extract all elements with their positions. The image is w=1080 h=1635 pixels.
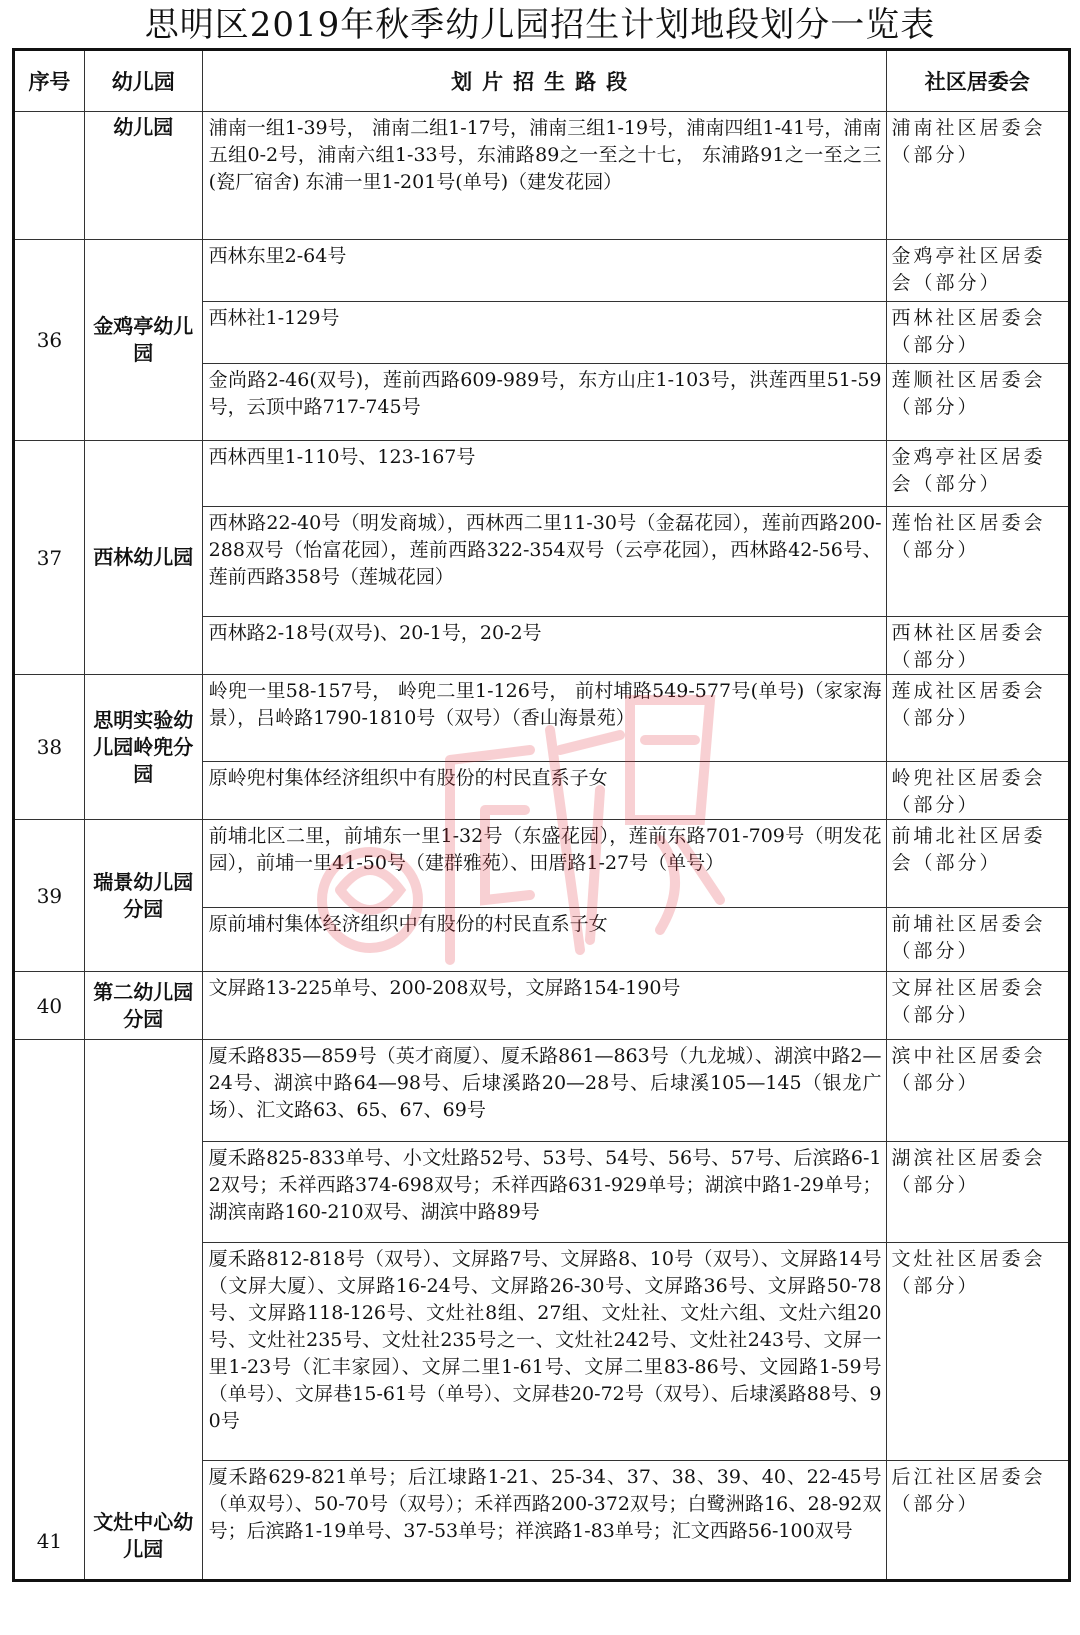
table-row xyxy=(14,675,1070,762)
kindergarten-name: 第二幼儿园分园 xyxy=(84,972,202,1040)
table-row xyxy=(14,240,1070,302)
page-title: 思明区2019年秋季幼儿园招生计划地段划分一览表 xyxy=(144,5,936,45)
kindergarten-name: 西林幼儿园 xyxy=(84,441,202,675)
row-index: 36 xyxy=(14,240,85,441)
route-text: 前埔北区二里，前埔东一里1-32号（东盛花园），莲前东路701-709号（明发花园），前埔一里41-50号（建群雅苑）、田厝路1-27号（单号） xyxy=(202,820,886,908)
committee-text: 西林社区居委会（部分） xyxy=(886,302,1070,364)
committee-text: 金鸡亭社区居委会（部分） xyxy=(886,441,1070,507)
table-row xyxy=(14,112,1070,240)
route-text: 厦禾路825-833单号、小文灶路52号、53号、54号、56号、57号、后滨路6-12双号；禾祥西路374-698双号；禾祥西路631-929单号；湖滨中路1-29单号；湖滨南路160-210双号、湖滨中路89号 xyxy=(202,1142,886,1243)
committee-text: 莲怡社区居委会（部分） xyxy=(886,507,1070,617)
committee-text: 湖滨社区居委会（部分） xyxy=(886,1142,1070,1243)
route-text: 原前埔村集体经济组织中有股份的村民直系子女 xyxy=(202,908,886,972)
route-text: 西林东里2-64号 xyxy=(202,240,886,302)
kindergarten-name: 文灶中心幼儿园 xyxy=(84,1040,202,1581)
route-text: 金尚路2-46(双号)，莲前西路609-989号，东方山庄1-103号，洪莲西里51-59号，云顶中路717-745号 xyxy=(202,364,886,441)
route-text: 文屏路13-225单号、200-208双号，文屏路154-190号 xyxy=(202,972,886,1040)
committee-text: 浦南社区居委会（部分） xyxy=(886,112,1070,240)
route-text: 西林社1-129号 xyxy=(202,302,886,364)
committee-text: 滨中社区居委会（部分） xyxy=(886,1040,1070,1142)
committee-text: 前埔北社区居委会（部分） xyxy=(886,820,1070,908)
header-route: 划片招生路段 xyxy=(202,50,886,112)
route-text: 厦禾路812-818号（双号）、文屏路7号、文屏路8、10号（双号）、文屏路14号（文屏大厦）、文屏路16-24号、文屏路26-30号、文屏路36号、文屏路50-78号、文屏路118-126号、文灶社8组、27组、文灶社、文灶六组、文灶六组20号、文灶社235号、文灶社235号之一、文灶社242号、文灶社243号、文屏一里1-23号（汇丰家园）、文屏二里1-61号、文屏二里83-86号、文园路1-59号（单号）、文屏巷15-61号（单号）、文屏巷20-72号（双号）、后埭溪路88号、90号 xyxy=(202,1243,886,1461)
route-text: 浦南一组1-39号， 浦南二组1-17号，浦南三组1-19号，浦南四组1-41号，浦南五组0-2号，浦南六组1-33号，东浦路89之一至之十七， 东浦路91之一至之三(瓷厂宿舍) 东浦一里1-201号(单号)（建发花园） xyxy=(202,112,886,240)
row-index: 41 xyxy=(14,1040,85,1581)
row-index: 40 xyxy=(14,972,85,1040)
committee-text: 后江社区居委会（部分） xyxy=(886,1461,1070,1581)
committee-text: 文屏社区居委会（部分） xyxy=(886,972,1070,1040)
kindergarten-name: 思明实验幼儿园岭兜分园 xyxy=(84,675,202,820)
table-row xyxy=(14,820,1070,908)
route-text: 厦禾路629-821单号；后江埭路1-21、25-34、37、38、39、40、22-45号（单双号）、50-70号（双号）；禾祥西路200-372双号；白鹭洲路16、28-92双号；后滨路1-19单号、37-53单号；祥滨路1-83单号；汇文西路56-100双号 xyxy=(202,1461,886,1581)
header-row xyxy=(14,50,1070,112)
header-kindergarten: 幼儿园 xyxy=(84,50,202,112)
row-index: 38 xyxy=(14,675,85,820)
route-text: 厦禾路835—859号（英才商厦）、厦禾路861—863号（九龙城）、湖滨中路2—24号、湖滨中路64—98号、后埭溪路20—28号、后埭溪105—145（银龙广场）、汇文路63、65、67、69号 xyxy=(202,1040,886,1142)
kindergarten-name: 幼儿园 xyxy=(84,112,202,240)
row-index: 37 xyxy=(14,441,85,675)
route-text: 岭兜一里58-157号， 岭兜二里1-126号， 前村埔路549-577号(单号)（家家海景），吕岭路1790-1810号（双号）（香山海景苑） xyxy=(202,675,886,762)
route-text: 西林西里1-110号、123-167号 xyxy=(202,441,886,507)
table-row xyxy=(14,1040,1070,1142)
committee-text: 莲成社区居委会（部分） xyxy=(886,675,1070,762)
kindergarten-name: 瑞景幼儿园分园 xyxy=(84,820,202,972)
enrollment-table xyxy=(12,48,1071,1582)
kindergarten-name: 金鸡亭幼儿园 xyxy=(84,240,202,441)
route-text: 西林路2-18号(双号)、20-1号，20-2号 xyxy=(202,617,886,675)
header-committee: 社区居委会 xyxy=(886,50,1070,112)
committee-text: 文灶社区居委会（部分） xyxy=(886,1243,1070,1461)
route-text: 西林路22-40号（明发商城），西林西二里11-30号（金磊花园），莲前西路200-288双号（怡富花园），莲前西路322-354双号（云亭花园），西林路42-56号、莲前西路358号（莲城花园） xyxy=(202,507,886,617)
committee-text: 岭兜社区居委会（部分） xyxy=(886,762,1070,820)
header-index: 序号 xyxy=(14,50,85,112)
route-text: 原岭兜村集体经济组织中有股份的村民直系子女 xyxy=(202,762,886,820)
row-index xyxy=(14,112,85,240)
committee-text: 前埔社区居委会（部分） xyxy=(886,908,1070,972)
table-row xyxy=(14,441,1070,507)
table-row xyxy=(14,972,1070,1040)
committee-text: 西林社区居委会（部分） xyxy=(886,617,1070,675)
committee-text: 金鸡亭社区居委会（部分） xyxy=(886,240,1070,302)
row-index: 39 xyxy=(14,820,85,972)
committee-text: 莲顺社区居委会（部分） xyxy=(886,364,1070,441)
